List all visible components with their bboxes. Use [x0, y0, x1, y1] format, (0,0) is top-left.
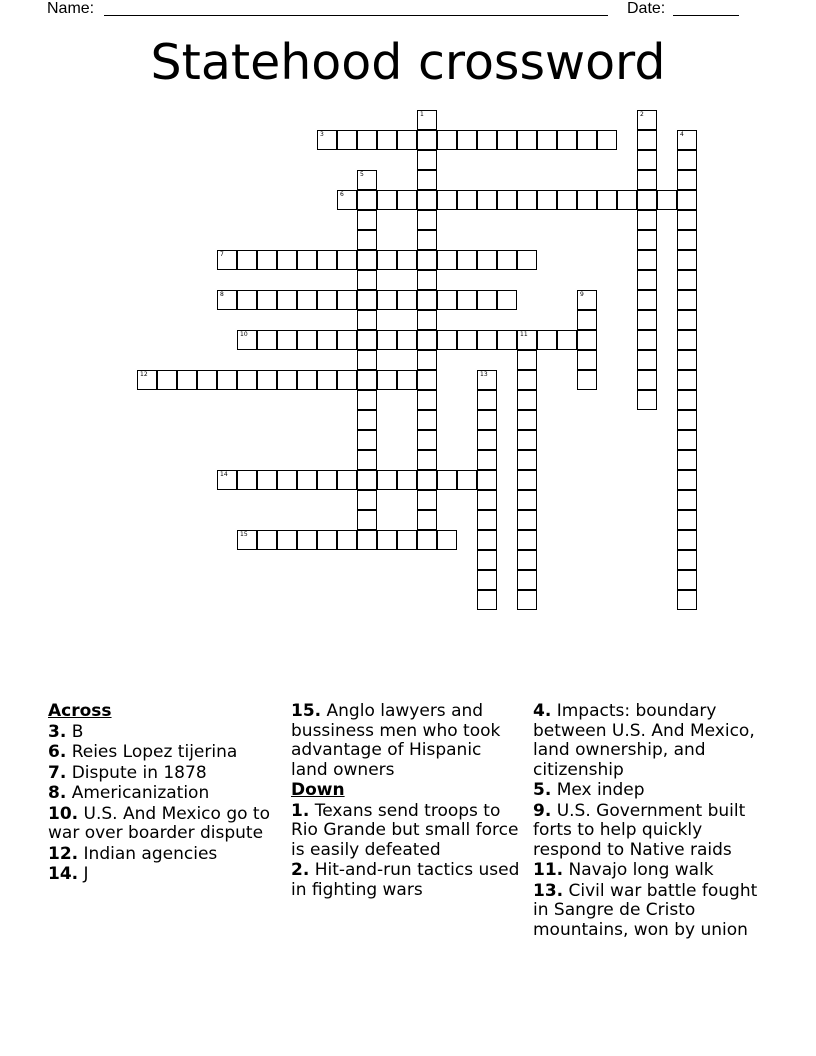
grid-cell[interactable] [417, 150, 437, 170]
grid-cell[interactable] [357, 470, 377, 490]
grid-cell[interactable] [277, 250, 297, 270]
grid-cell[interactable] [177, 370, 197, 390]
grid-cell[interactable] [157, 370, 177, 390]
grid-cell[interactable] [637, 210, 657, 230]
name-label: Name: [47, 0, 95, 17]
grid-cell[interactable] [357, 170, 377, 190]
clue-number: 13 [480, 371, 488, 378]
grid-cell[interactable] [577, 290, 597, 310]
grid-cell[interactable] [677, 370, 697, 390]
grid-cell[interactable] [337, 190, 357, 210]
grid-cell[interactable] [357, 250, 377, 270]
grid-cell[interactable] [537, 330, 557, 350]
grid-cell[interactable] [677, 270, 697, 290]
clue-number: 9 [580, 291, 584, 298]
grid-cell[interactable] [497, 290, 517, 310]
grid-cell[interactable] [517, 390, 537, 410]
clue-down-9: 9. U.S. Government built forts to help quickly respond to Native raids [533, 800, 746, 860]
grid-cell[interactable] [457, 190, 477, 210]
clue-number: 8 [220, 291, 224, 298]
grid-cell[interactable] [617, 190, 637, 210]
grid-cell[interactable] [417, 410, 437, 430]
grid-cell[interactable] [357, 210, 377, 230]
grid-cell[interactable] [457, 130, 477, 150]
clue-number: 4 [680, 131, 684, 138]
grid-cell[interactable] [377, 470, 397, 490]
grid-cell[interactable] [297, 330, 317, 350]
across-heading: Across [48, 701, 112, 721]
grid-cell[interactable] [597, 130, 617, 150]
grid-cell[interactable] [677, 510, 697, 530]
grid-cell[interactable] [677, 530, 697, 550]
grid-cell[interactable] [417, 210, 437, 230]
grid-cell[interactable] [437, 190, 457, 210]
clue-across-14: 14. J [48, 864, 89, 884]
grid-cell[interactable] [577, 130, 597, 150]
grid-cell[interactable] [637, 270, 657, 290]
grid-cell[interactable] [537, 130, 557, 150]
grid-cell[interactable] [357, 270, 377, 290]
grid-cell[interactable] [357, 130, 377, 150]
grid-cell[interactable] [417, 230, 437, 250]
grid-cell[interactable] [317, 330, 337, 350]
grid-cell[interactable] [257, 370, 277, 390]
grid-cell[interactable] [517, 470, 537, 490]
grid-cell[interactable] [677, 410, 697, 430]
grid-cell[interactable] [477, 430, 497, 450]
grid-cell[interactable] [677, 210, 697, 230]
grid-cell[interactable] [437, 290, 457, 310]
grid-cell[interactable] [457, 470, 477, 490]
grid-cell[interactable] [397, 250, 417, 270]
grid-cell[interactable] [677, 250, 697, 270]
grid-cell[interactable] [237, 530, 257, 550]
grid-cell[interactable] [277, 330, 297, 350]
grid-cell[interactable] [337, 290, 357, 310]
clue-number: 14 [220, 471, 228, 478]
grid-cell[interactable] [257, 530, 277, 550]
grid-cell[interactable] [317, 470, 337, 490]
grid-cell[interactable] [537, 190, 557, 210]
grid-cell[interactable] [517, 410, 537, 430]
grid-cell[interactable] [457, 290, 477, 310]
grid-cell[interactable] [517, 430, 537, 450]
grid-cell[interactable] [357, 430, 377, 450]
clue-number: 2 [640, 111, 644, 118]
grid-cell[interactable] [317, 370, 337, 390]
grid-cell[interactable] [417, 510, 437, 530]
clue-number: 12 [140, 371, 148, 378]
grid-cell[interactable] [237, 370, 257, 390]
grid-cell[interactable] [397, 330, 417, 350]
grid-cell[interactable] [677, 150, 697, 170]
grid-cell[interactable] [677, 230, 697, 250]
grid-cell[interactable] [477, 570, 497, 590]
grid-cell[interactable] [257, 330, 277, 350]
clue-across-8: 8. Americanization [48, 783, 210, 803]
grid-cell[interactable] [337, 330, 357, 350]
grid-cell[interactable] [517, 570, 537, 590]
grid-cell[interactable] [477, 510, 497, 530]
grid-cell[interactable] [397, 530, 417, 550]
clues-column-3 [533, 702, 773, 941]
grid-cell[interactable] [677, 390, 697, 410]
grid-cell[interactable] [637, 110, 657, 130]
clue-number: 10 [240, 331, 248, 338]
clue-across-7: 7. Dispute in 1878 [48, 762, 207, 783]
grid-cell[interactable] [517, 250, 537, 270]
clue-down-11: 11. Navajo long walk [533, 860, 714, 880]
grid-cell[interactable] [517, 370, 537, 390]
grid-cell[interactable] [417, 470, 437, 490]
grid-cell[interactable] [417, 490, 437, 510]
grid-cell[interactable] [357, 350, 377, 370]
grid-cell[interactable] [357, 330, 377, 350]
grid-cell[interactable] [477, 450, 497, 470]
grid-cell[interactable] [557, 330, 577, 350]
grid-cell[interactable] [377, 330, 397, 350]
grid-cell[interactable] [437, 530, 457, 550]
grid-cell[interactable] [397, 190, 417, 210]
grid-cell[interactable] [337, 370, 357, 390]
grid-cell[interactable] [637, 390, 657, 410]
grid-cell[interactable] [577, 190, 597, 210]
grid-cell[interactable] [677, 450, 697, 470]
grid-cell[interactable] [397, 130, 417, 150]
grid-cell[interactable] [417, 310, 437, 330]
grid-cell[interactable] [317, 130, 337, 150]
grid-cell[interactable] [337, 530, 357, 550]
grid-cell[interactable] [417, 330, 437, 350]
grid-cell[interactable] [477, 250, 497, 270]
grid-cell[interactable] [437, 130, 457, 150]
grid-cell[interactable] [517, 510, 537, 530]
grid-cell[interactable] [377, 530, 397, 550]
grid-cell[interactable] [397, 290, 417, 310]
grid-cell[interactable] [237, 330, 257, 350]
grid-cell[interactable] [637, 230, 657, 250]
grid-cell[interactable] [437, 250, 457, 270]
grid-cell[interactable] [517, 490, 537, 510]
grid-cell[interactable] [317, 530, 337, 550]
grid-cell[interactable] [377, 130, 397, 150]
grid-cell[interactable] [497, 190, 517, 210]
grid-cell[interactable] [477, 470, 497, 490]
grid-cell[interactable] [477, 370, 497, 390]
grid-cell[interactable] [497, 250, 517, 270]
grid-cell[interactable] [677, 290, 697, 310]
grid-cell[interactable] [417, 530, 437, 550]
grid-cell[interactable] [677, 490, 697, 510]
grid-cell[interactable] [637, 310, 657, 330]
grid-cell[interactable] [137, 370, 157, 390]
page-title: Statehood crossword [150, 34, 666, 91]
down-heading: Down [291, 780, 345, 800]
grid-cell[interactable] [557, 190, 577, 210]
grid-cell[interactable] [337, 470, 357, 490]
grid-cell[interactable] [497, 330, 517, 350]
grid-cell[interactable] [217, 470, 237, 490]
grid-cell[interactable] [477, 530, 497, 550]
grid-cell[interactable] [357, 450, 377, 470]
grid-cell[interactable] [297, 370, 317, 390]
grid-cell[interactable] [677, 190, 697, 210]
grid-cell[interactable] [417, 350, 437, 370]
grid-cell[interactable] [577, 350, 597, 370]
grid-cell[interactable] [577, 370, 597, 390]
grid-cell[interactable] [417, 130, 437, 150]
grid-cell[interactable] [477, 290, 497, 310]
grid-cell[interactable] [637, 190, 657, 210]
clue-number: 5 [360, 171, 364, 178]
grid-cell[interactable] [517, 550, 537, 570]
grid-cell[interactable] [637, 250, 657, 270]
grid-cell[interactable] [417, 190, 437, 210]
grid-cell[interactable] [677, 330, 697, 350]
grid-cell[interactable] [517, 330, 537, 350]
grid-cell[interactable] [277, 370, 297, 390]
grid-cell[interactable] [217, 250, 237, 270]
grid-cell[interactable] [497, 130, 517, 150]
clue-across-10: 10. U.S. And Mexico go to war over boarder dispute [48, 803, 270, 843]
grid-cell[interactable] [637, 170, 657, 190]
grid-cell[interactable] [437, 330, 457, 350]
grid-cell[interactable] [357, 230, 377, 250]
clue-across-15: 15. Anglo lawyers and bussiness men who took advantage of Hispanic land owners [291, 701, 501, 780]
grid-cell[interactable] [337, 250, 357, 270]
clue-down-2: 2. Hit-and-run tactics used in fighting wars [291, 860, 520, 900]
grid-cell[interactable] [577, 330, 597, 350]
grid-cell[interactable] [477, 390, 497, 410]
grid-cell[interactable] [417, 290, 437, 310]
grid-cell[interactable] [637, 290, 657, 310]
grid-cell[interactable] [377, 290, 397, 310]
grid-cell[interactable] [517, 450, 537, 470]
grid-cell[interactable] [377, 190, 397, 210]
grid-cell[interactable] [357, 530, 377, 550]
grid-cell[interactable] [357, 390, 377, 410]
grid-cell[interactable] [217, 290, 237, 310]
grid-cell[interactable] [677, 430, 697, 450]
grid-cell[interactable] [397, 470, 417, 490]
clue-number: 7 [220, 251, 224, 258]
clue-number: 11 [520, 331, 528, 338]
grid-cell[interactable] [317, 250, 337, 270]
grid-cell[interactable] [417, 370, 437, 390]
grid-cell[interactable] [277, 530, 297, 550]
grid-cell[interactable] [477, 130, 497, 150]
grid-cell[interactable] [417, 450, 437, 470]
grid-cell[interactable] [677, 590, 697, 610]
grid-cell[interactable] [357, 410, 377, 430]
grid-cell[interactable] [677, 550, 697, 570]
grid-cell[interactable] [257, 290, 277, 310]
grid-cell[interactable] [297, 290, 317, 310]
grid-cell[interactable] [597, 190, 617, 210]
grid-cell[interactable] [637, 130, 657, 150]
grid-cell[interactable] [677, 130, 697, 150]
grid-cell[interactable] [237, 290, 257, 310]
grid-cell[interactable] [657, 190, 677, 210]
clue-across-3: 3. B [48, 721, 84, 742]
grid-cell[interactable] [197, 370, 217, 390]
grid-cell[interactable] [397, 370, 417, 390]
grid-cell[interactable] [357, 510, 377, 530]
grid-cell[interactable] [377, 370, 397, 390]
clue-number: 15 [240, 531, 248, 538]
grid-cell[interactable] [517, 350, 537, 370]
grid-cell[interactable] [357, 310, 377, 330]
grid-cell[interactable] [297, 530, 317, 550]
grid-cell[interactable] [457, 330, 477, 350]
grid-cell[interactable] [277, 470, 297, 490]
grid-cell[interactable] [297, 470, 317, 490]
grid-cell[interactable] [457, 250, 477, 270]
grid-cell[interactable] [417, 430, 437, 450]
date-label: Date: [627, 0, 666, 17]
clue-down-1: 1. Texans send troops to Rio Grande but small force is easily defeated [291, 800, 519, 860]
grid-cell[interactable] [437, 470, 457, 490]
clue-number: 3 [320, 131, 324, 138]
clue-down-4: 4. Impacts: boundary between U.S. And Mexico, land ownership, and citizenship [533, 701, 755, 780]
grid-cell[interactable] [417, 250, 437, 270]
grid-cell[interactable] [517, 190, 537, 210]
grid-cell[interactable] [677, 310, 697, 330]
clues-column-2 [291, 702, 521, 901]
grid-cell[interactable] [477, 330, 497, 350]
grid-cell[interactable] [357, 290, 377, 310]
clue-across-12: 12. Indian agencies [48, 843, 218, 864]
clue-down-13: 13. Civil war battle fought in Sangre de Cristo mountains, won by union [533, 880, 758, 940]
grid-cell[interactable] [257, 470, 277, 490]
grid-cell[interactable] [237, 250, 257, 270]
grid-cell[interactable] [357, 490, 377, 510]
grid-cell[interactable] [417, 270, 437, 290]
grid-cell[interactable] [477, 590, 497, 610]
grid-cell[interactable] [517, 590, 537, 610]
clue-down-5: 5. Mex indep [533, 780, 645, 800]
clue-across-6: 6. Reies Lopez tijerina [48, 742, 238, 762]
grid-cell[interactable] [477, 490, 497, 510]
grid-cell[interactable] [477, 410, 497, 430]
clue-number: 1 [420, 111, 424, 118]
clues-column-1 [48, 702, 278, 886]
grid-cell[interactable] [637, 150, 657, 170]
grid-cell[interactable] [677, 470, 697, 490]
grid-cell[interactable] [517, 530, 537, 550]
grid-cell[interactable] [477, 190, 497, 210]
grid-cell[interactable] [317, 290, 337, 310]
grid-cell[interactable] [357, 190, 377, 210]
grid-cell[interactable] [577, 310, 597, 330]
grid-cell[interactable] [517, 130, 537, 150]
grid-cell[interactable] [217, 370, 237, 390]
grid-cell[interactable] [357, 370, 377, 390]
grid-cell[interactable] [297, 250, 317, 270]
grid-cell[interactable] [677, 350, 697, 370]
grid-cell[interactable] [417, 390, 437, 410]
clue-number: 6 [340, 191, 344, 198]
grid-cell[interactable] [677, 570, 697, 590]
grid-cell[interactable] [557, 130, 577, 150]
grid-cell[interactable] [637, 370, 657, 390]
grid-cell[interactable] [677, 170, 697, 190]
grid-cell[interactable] [337, 130, 357, 150]
grid-cell[interactable] [277, 290, 297, 310]
grid-cell[interactable] [257, 250, 277, 270]
grid-cell[interactable] [417, 170, 437, 190]
grid-cell[interactable] [637, 330, 657, 350]
grid-cell[interactable] [417, 110, 437, 130]
grid-cell[interactable] [237, 470, 257, 490]
grid-cell[interactable] [637, 350, 657, 370]
grid-cell[interactable] [477, 550, 497, 570]
grid-cell[interactable] [377, 250, 397, 270]
